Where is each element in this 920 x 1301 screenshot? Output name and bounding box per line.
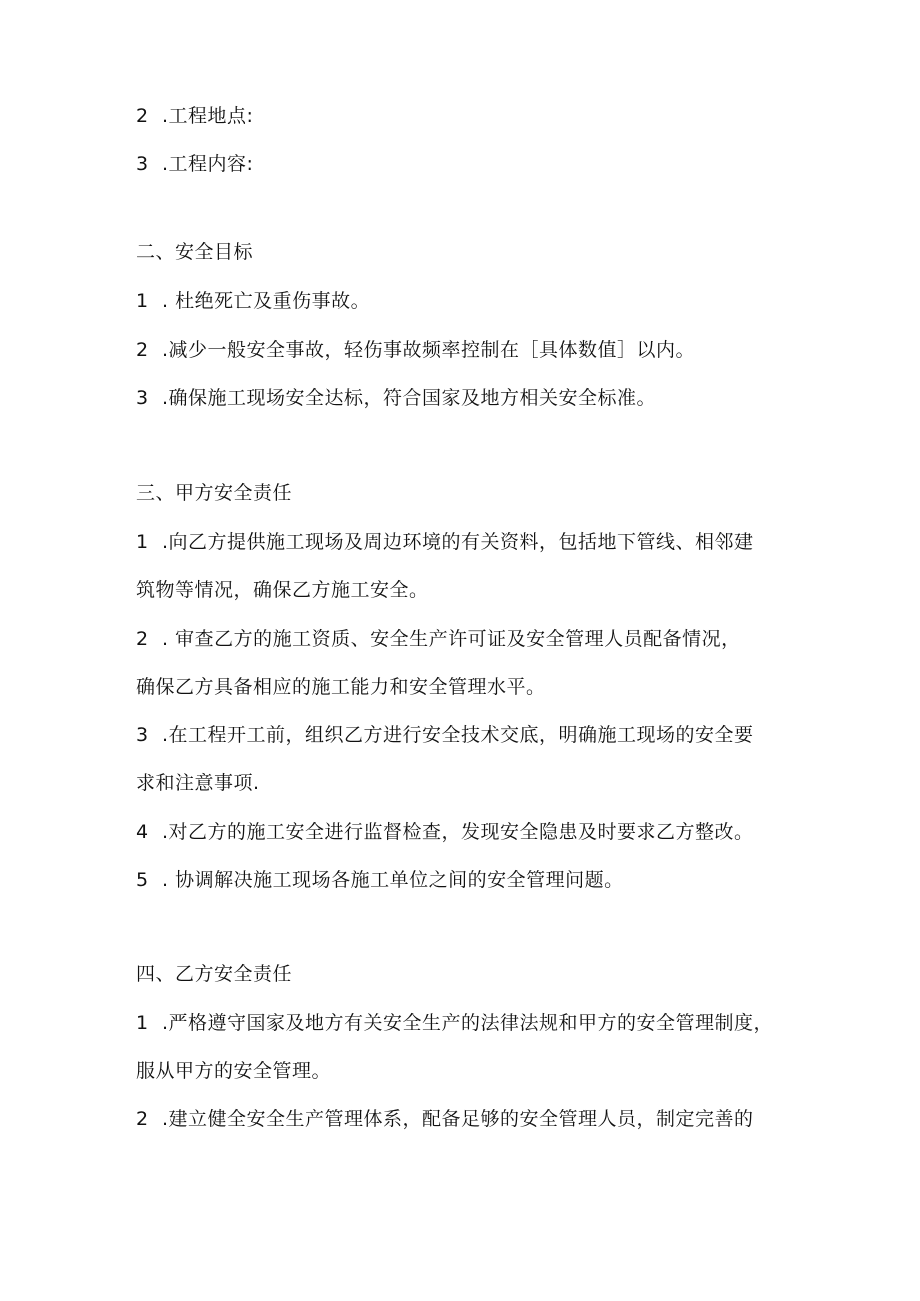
list-item [136, 530, 754, 554]
item-text: .向乙方提供施工现场及周边环境的有关资料，包括地下管线、相邻建 [162, 531, 754, 553]
item-number: 1 [136, 531, 149, 553]
list-item [136, 723, 754, 747]
item-number: 1 [136, 290, 149, 312]
item-text: .在工程开工前，组织乙方进行安全技术交底，明确施工现场的安全要 [162, 724, 754, 746]
list-item [136, 1107, 754, 1131]
item-continuation: 筑物等情况，确保乙方施工安全。 [136, 579, 429, 601]
list-item [136, 338, 695, 362]
item-number: 3 [136, 153, 149, 175]
item-number: 3 [136, 724, 149, 746]
list-item [136, 152, 253, 176]
item-number: 2 [136, 339, 149, 361]
list-item [136, 386, 656, 410]
list-item [136, 868, 624, 892]
list-item [136, 627, 741, 651]
item-text: .减少一般安全事故，轻伤事故频率控制在［具体数值］以内。 [162, 339, 696, 361]
item-text: .工程内容: [162, 153, 254, 175]
item-text: .建立健全安全生产管理体系，配备足够的安全管理人员，制定完善的 [162, 1108, 754, 1130]
item-text: .确保施工现场安全达标，符合国家及地方相关安全标准。 [162, 387, 657, 409]
list-item [136, 820, 754, 844]
section-heading: 二、安全目标 [136, 241, 254, 263]
item-text: .严格遵守国家及地方有关安全生产的法律法规和甲方的安全管理制度， [162, 1012, 774, 1034]
item-text: . 协调解决施工现场各施工单位之间的安全管理问题。 [162, 869, 624, 891]
item-number: 2 [136, 105, 149, 127]
item-continuation: 服从甲方的安全管理。 [136, 1060, 332, 1082]
item-text: . 审查乙方的施工资质、安全生产许可证及安全管理人员配备情况， [162, 628, 741, 650]
item-number: 3 [136, 387, 149, 409]
item-text: .工程地点: [162, 105, 254, 127]
list-item [136, 1011, 773, 1035]
item-number: 1 [136, 1012, 149, 1034]
item-number: 4 [136, 821, 149, 843]
item-number: 5 [136, 869, 149, 891]
list-item [136, 289, 370, 313]
item-continuation: 求和注意事项. [136, 772, 260, 794]
item-number: 2 [136, 628, 149, 650]
section-heading: 三、甲方安全责任 [136, 482, 293, 504]
item-continuation: 确保乙方具备相应的施工能力和安全管理水平。 [136, 676, 546, 698]
item-number: 2 [136, 1108, 149, 1130]
list-item [136, 104, 253, 128]
item-text: . 杜绝死亡及重伤事故。 [162, 290, 371, 312]
item-text: .对乙方的施工安全进行监督检查，发现安全隐患及时要求乙方整改。 [162, 821, 754, 843]
section-heading: 四、乙方安全责任 [136, 963, 293, 985]
